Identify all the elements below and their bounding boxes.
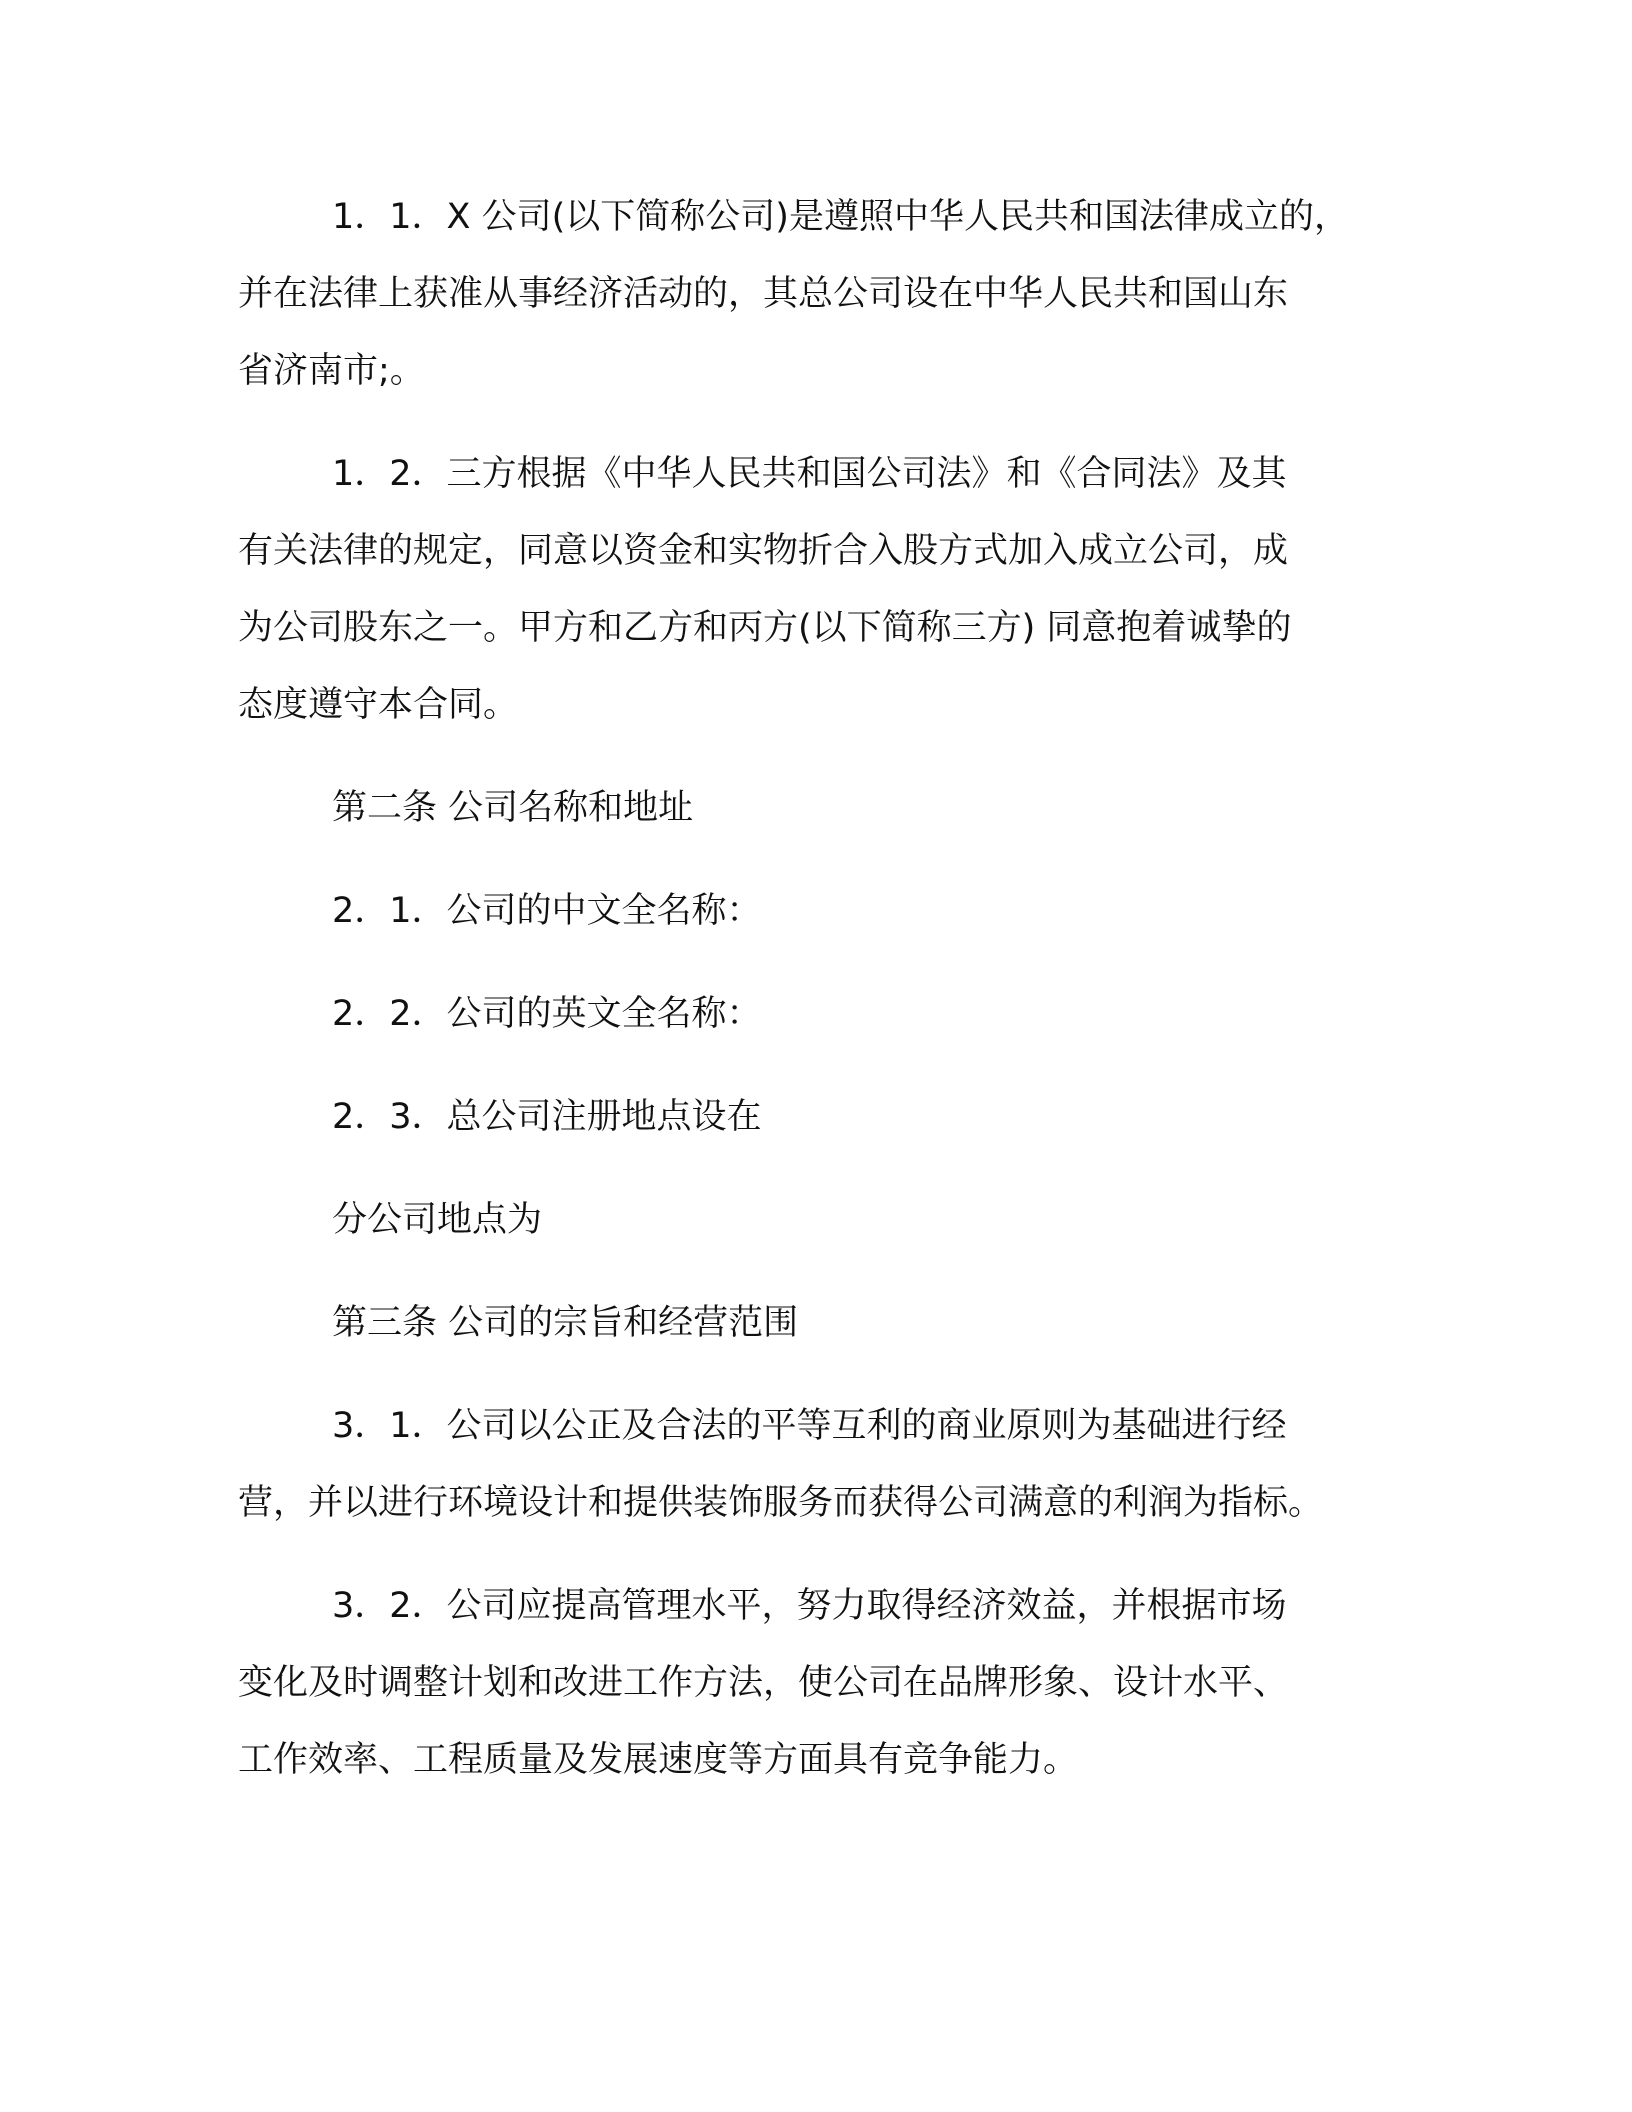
branch-location-line [238,1182,1398,1259]
clause-3-1 [238,1388,1398,1542]
text-line: 营，并以进行环境设计和提供装饰服务而获得公司满意的利润为指标。 [238,1483,1324,1523]
article-2-heading [238,770,1398,847]
text-line: 变化及时调整计划和改进工作方法，使公司在品牌形象、设计水平、 [238,1663,1289,1703]
text-line: 2．2．公司的英文全名称： [332,994,762,1034]
text-line: 3．2．公司应提高管理水平，努力取得经济效益，并根据市场 [332,1586,1287,1626]
text-line: 工作效率、工程质量及发展速度等方面具有竞争能力。 [238,1740,1079,1780]
text-line: 3．1．公司以公正及合法的平等互利的商业原则为基础进行经 [332,1406,1287,1446]
clause-2-3 [238,1079,1398,1156]
text-line: 为公司股东之一。甲方和乙方和丙方(以下简称三方) 同意抱着诚挚的 [238,608,1292,648]
text-line: 第二条 公司名称和地址 [332,788,694,828]
clause-1-2 [238,436,1398,744]
clause-2-2 [238,976,1398,1053]
text-line: 并在法律上获准从事经济活动的，其总公司设在中华人民共和国山东 [238,274,1289,314]
clause-2-1 [238,873,1398,950]
article-3-heading [238,1285,1398,1362]
text-line: 2．3．总公司注册地点设在 [332,1097,762,1137]
text-line: 1．2．三方根据《中华人民共和国公司法》和《合同法》及其 [332,454,1287,494]
clause-3-2 [238,1568,1398,1799]
text-line: 1．1．X 公司(以下简称公司)是遵照中华人民共和国法律成立的， [332,197,1349,237]
text-line: 分公司地点为 [332,1200,543,1240]
text-line: 省济南市;。 [238,351,425,391]
text-line: 第三条 公司的宗旨和经营范围 [332,1303,799,1343]
clause-1-1 [238,179,1398,410]
text-line: 态度遵守本合同。 [238,685,519,725]
text-line: 有关法律的规定，同意以资金和实物折合入股方式加入成立公司，成 [238,531,1289,571]
text-line: 2．1．公司的中文全名称： [332,891,762,931]
